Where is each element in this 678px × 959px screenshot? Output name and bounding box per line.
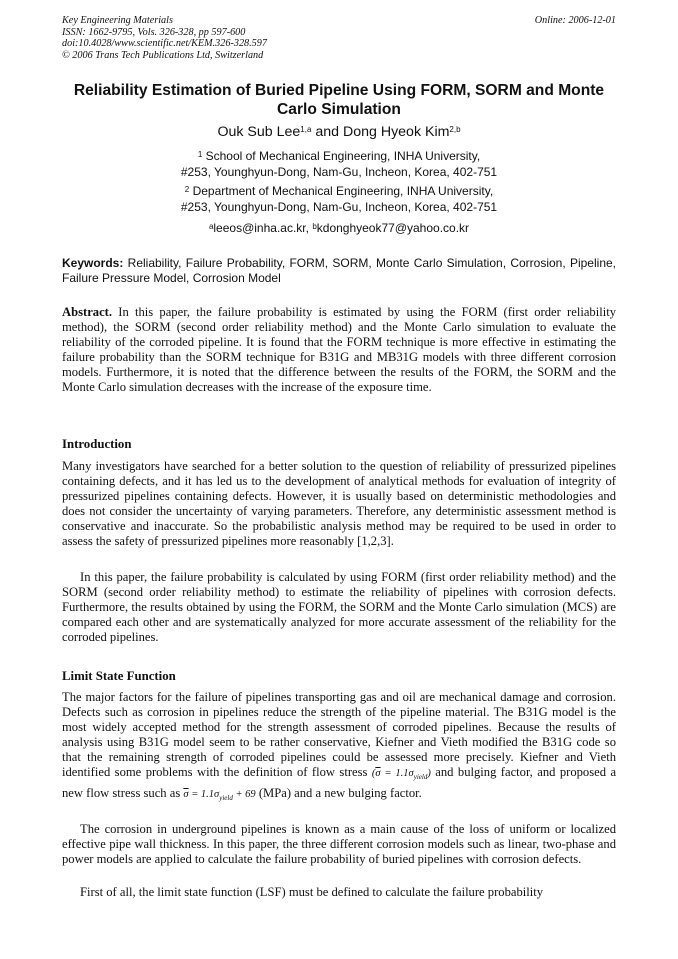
doi-line: doi:10.4028/www.scientific.net/KEM.326-328.597 <box>62 38 267 50</box>
flow-stress-formula-1 <box>371 768 431 782</box>
author-and: and <box>315 124 340 140</box>
introduction-p2: In this paper, the failure probability is calculated by using FORM (first order reliability method) and the SORM (second order reliability method) to estimate the reliability of pipelines with corrosion defects. Furthermore, the results obtained by using the FORM, the SORM and the Monte Carlo simulation (MCS) are compared each other and are systematically analyzed for more accurate assessment of the reliability for the corroded pipelines. <box>62 570 616 645</box>
affiliation-1 <box>62 149 616 180</box>
formula-1-eq: = 1.1σ <box>380 768 414 780</box>
formula-2-eq: = 1.1σ <box>188 788 220 800</box>
lsf-p3: First of all, the limit state function (LSF) must be defined to calculate the failure probability <box>80 885 544 899</box>
email-b: kdonghyeok77@yahoo.co.kr <box>316 221 470 235</box>
introduction-heading: Introduction <box>62 437 132 451</box>
affiliation-2-line2: #253, Younghyun-Dong, Nam-Gu, Incheon, Korea, 402-751 <box>180 199 498 214</box>
author-1-name: Ouk Sub Lee <box>217 124 301 140</box>
formula-1-sigma: $\overline{\sigma}$ <box>375 768 381 780</box>
affiliation-1-sup: 1 <box>197 150 203 159</box>
affiliation-2-sup: 2 <box>184 185 190 194</box>
keywords-text: Reliability, Failure Probability, FORM, SORM, Monte Carlo Simulation, Corrosion, Pipeline, Failure Pressure Model, Corrosion Model <box>62 256 616 286</box>
email-line <box>62 221 616 236</box>
journal-name: Key Engineering Materials <box>62 15 173 26</box>
author-2-name: Dong Hyeok Kim <box>342 124 450 140</box>
lsf-p1 <box>62 690 616 806</box>
issn-line: ISSN: 1662-9795, Vols. 326-328, pp 597-600 <box>62 26 246 38</box>
email-b-sup: b <box>312 222 317 231</box>
formula-1-sub: yield <box>413 773 428 782</box>
author-2-sup: 2,b <box>449 125 461 134</box>
lsf-p1-text-b: and bulging factor, and proposed a new flow stress such as <box>62 765 617 800</box>
lsf-heading: Limit State Function <box>62 669 176 683</box>
email-a: leeos@inha.ac.kr, <box>213 221 309 235</box>
keywords-label: Keywords: <box>62 256 124 270</box>
email-a-sup: a <box>208 222 214 231</box>
lsf-p1-text-a: The major factors for the failure of pipelines transporting gas and oil are mechanical damage and corrosion. Defects such as corrosion in pipelines reduce the strength of the pipeline material. The B31G model is the most widely accepted method for the strength assessment of corroded pipelines. Because the results of analysis using B31G model seem to be rather conservative, Kiefner and Vieth modified the B31G code so that the remaining strength of corroded pipelines could be assessed more precisely. Kiefner and Vieth identified some problems with the definition of flow stress <box>62 690 616 780</box>
introduction-p1: Many investigators have searched for a better solution to the question of reliability of pressurized pipelines containing defects, and it has led us to the development of analytical methods for evaluation of integrity of pressurized pipelines containing defects. However, it is usually based on deterministic methodologies and does not consider the uncertainty of varying parameters. Therefore, any deterministic assessment method is conservative and inaccurate. So the probabilistic analysis method may be required to be used in order to assess the safety of pressurized pipelines more reasonably [1,2,3]. <box>62 459 616 549</box>
author-line <box>62 123 616 141</box>
affiliation-2-line1: Department of Mechanical Engineering, INHA University, <box>192 184 494 198</box>
formula-2-tail: + 69 <box>232 788 256 800</box>
keywords <box>62 256 616 286</box>
formula-1-close: ) <box>427 768 431 780</box>
formula-2-unit: (MPa) and <box>258 785 313 800</box>
formula-1-open: ( <box>371 768 376 780</box>
author-1-sup: 1,a <box>300 125 312 134</box>
abstract-text: In this paper, the failure probability is estimated by using the FORM (first order reliability method), the SORM (second order reliability method) and the Monte Carlo simulation to evaluate the reliability of the corroded pipeline. It is found that the FORM technique is more effective in estimating the failure probability than the SORM technique for B31G and MB31G models with three different corrosion models. Furthermore, it is noted that the difference between the results of the FORM, the SORM and the Monte Carlo simulation decreases with the increase of the exposure time. <box>62 305 617 395</box>
online-date: Online: 2006-12-01 <box>534 15 616 26</box>
affiliation-2 <box>62 184 616 215</box>
journal-header <box>62 15 616 61</box>
lsf-p1-text-c: a new bulging factor. <box>315 785 422 800</box>
abstract <box>62 305 616 396</box>
affiliation-1-line1: School of Mechanical Engineering, INHA University, <box>205 149 481 163</box>
flow-stress-formula-2 <box>183 789 255 800</box>
paper-title: Reliability Estimation of Buried Pipeline Using FORM, SORM and Monte Carlo Simulation <box>73 82 605 118</box>
formula-2-sub: yield <box>219 793 233 802</box>
copyright-line: © 2006 Trans Tech Publications Ltd, Switzerland <box>62 49 264 61</box>
affiliation-1-line2: #253, Younghyun-Dong, Nam-Gu, Incheon, Korea, 402-751 <box>180 164 498 179</box>
lsf-p2: The corrosion in underground pipelines is known as a main cause of the loss of uniform or localized effective pipe wall thickness. In this paper, the three different corrosion models such as linear, two-phase and power models are applied to calculate the failure probability of buried pipelines with corrosion defects. <box>62 822 616 867</box>
formula-2-sigma: $\overline{\sigma}$ <box>183 788 189 800</box>
abstract-label: Abstract. <box>62 305 113 319</box>
